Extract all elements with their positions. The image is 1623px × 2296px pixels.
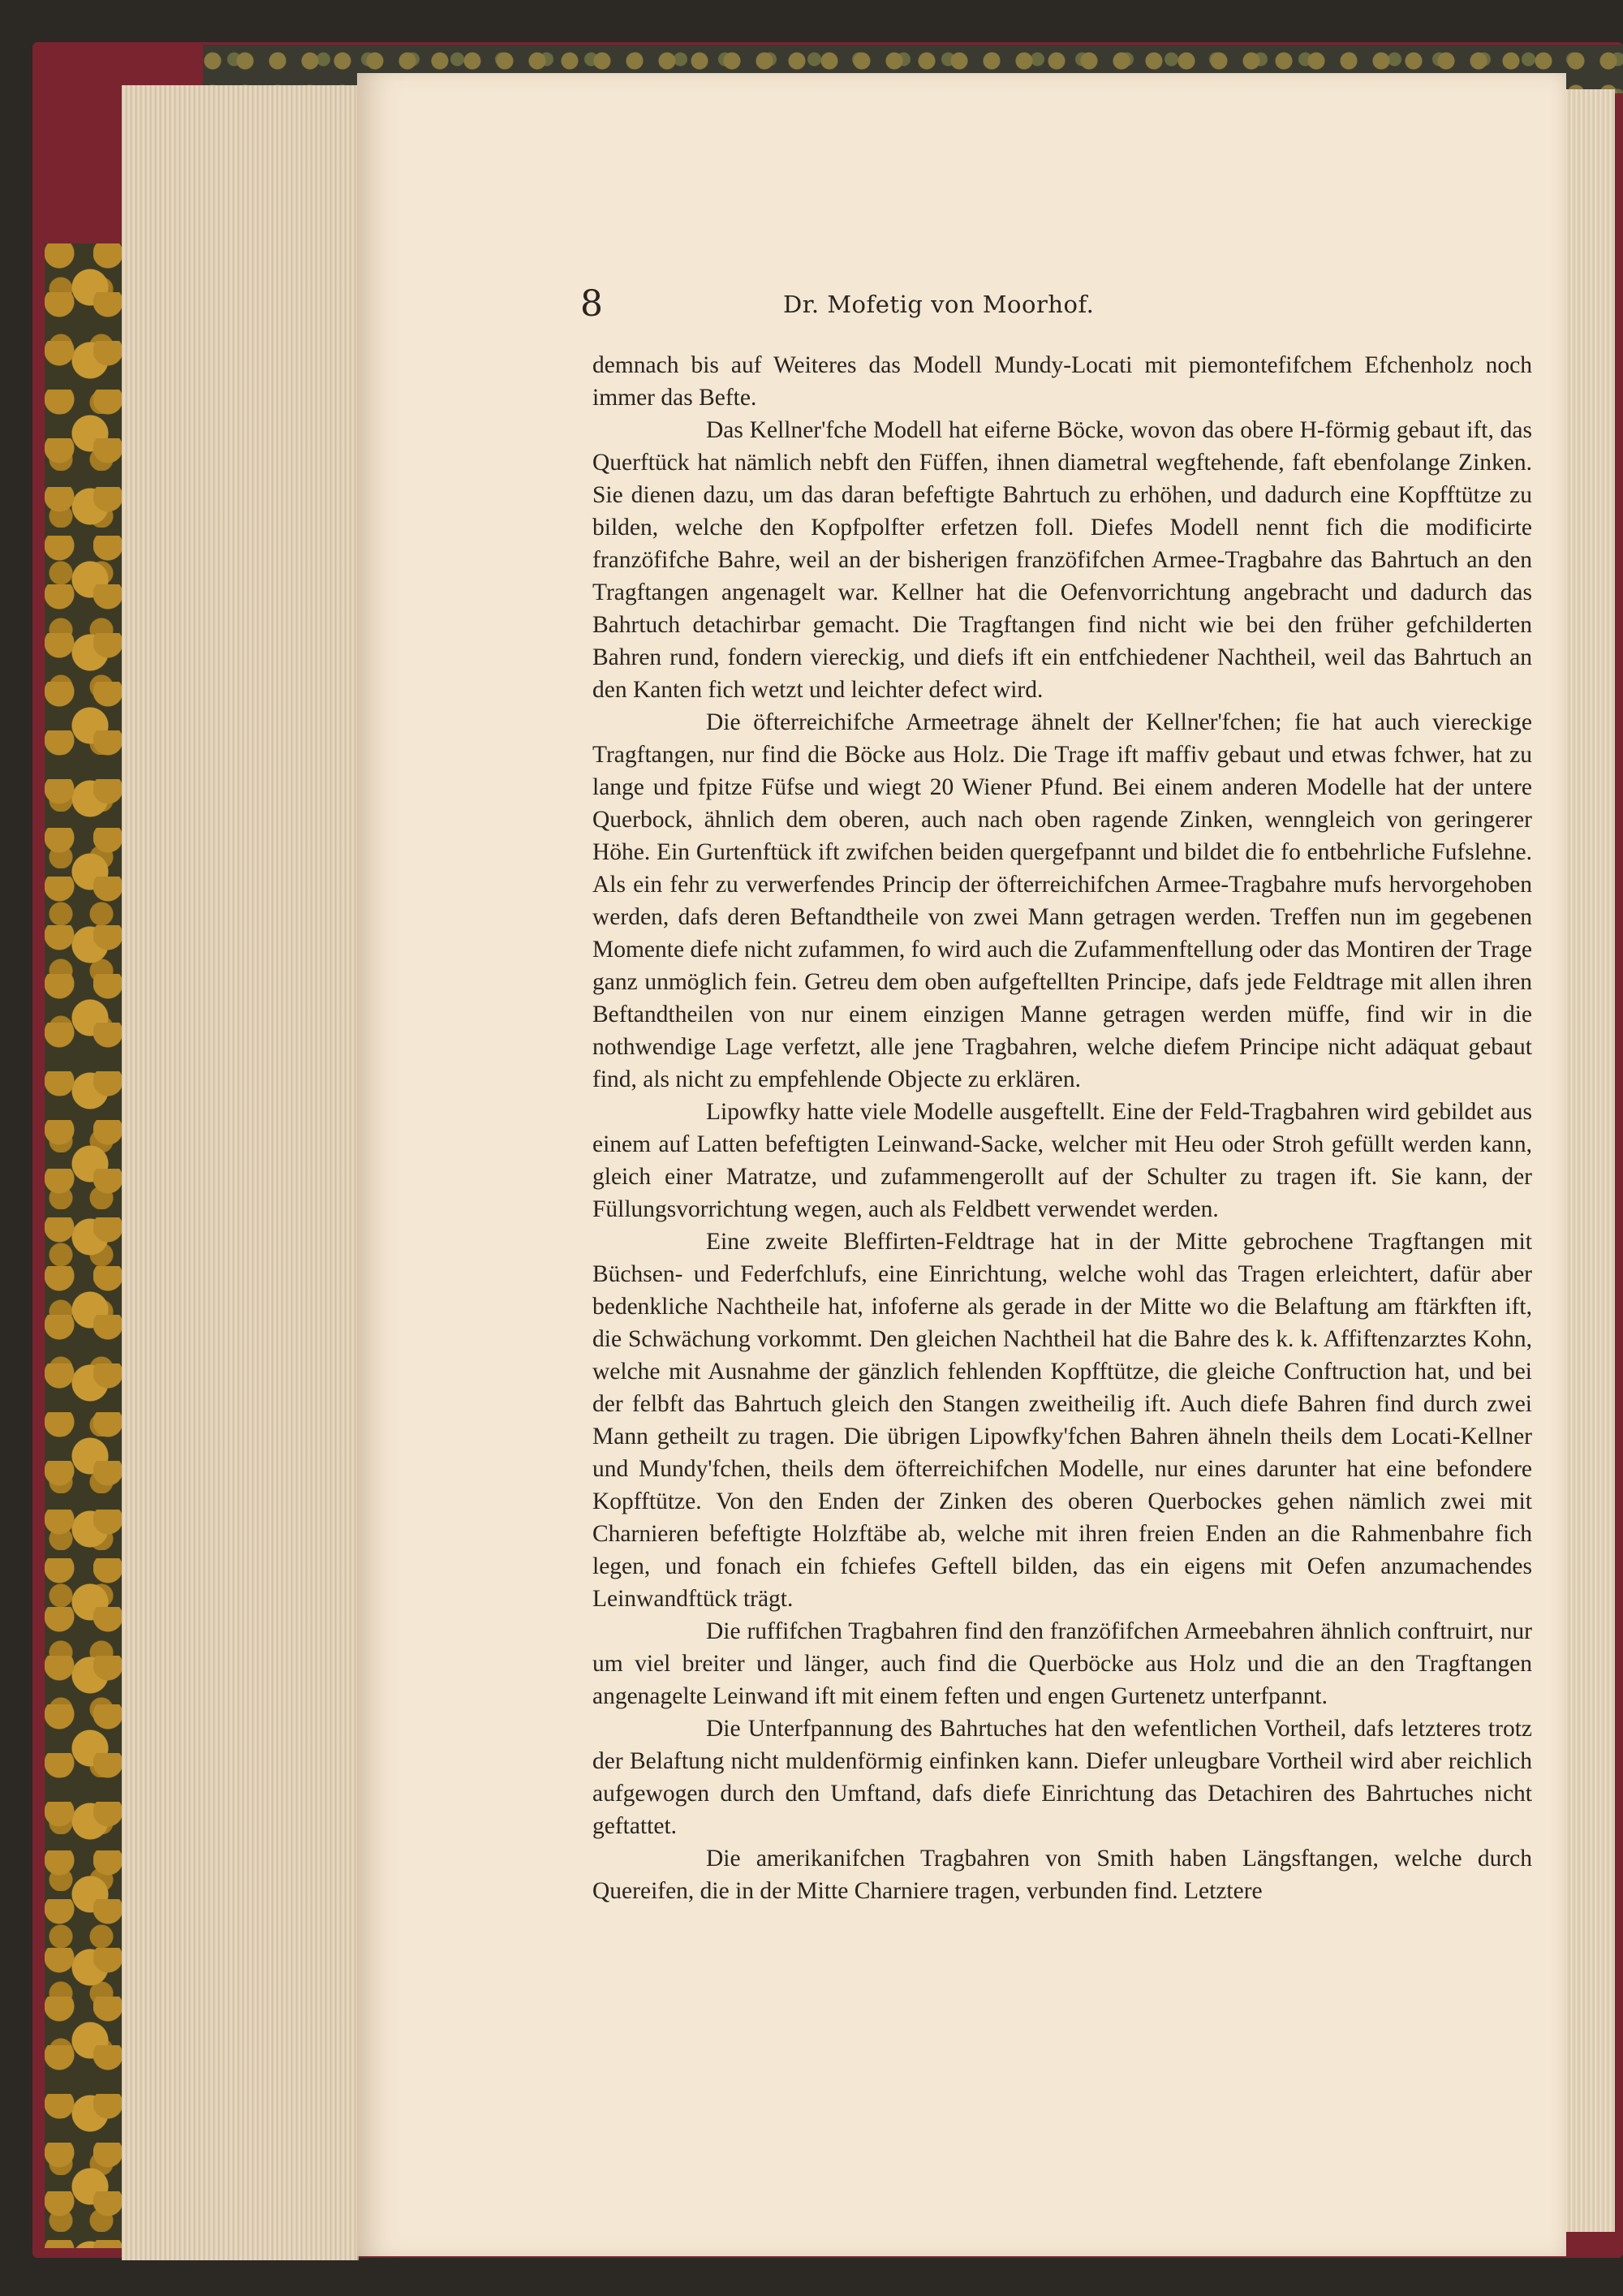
paragraph: Die öfterreichifche Armeetrage ähnelt der Kellner'fchen; fie hat auch viereckige Tragftangen, nur find die Böcke aus Holz. Die Trage ift maffiv gebaut und etwas fchwer, hat zu lange und fpitze Füfse und wiegt 20 Wiener Pfund. Bei einem anderen Modelle hat der untere Querbock, ähnlich dem oberen, auch nach oben ragende Zinken, wenngleich von geringerer Höhe. Ein Gurtenftück ift zwifchen beiden quergefpannt und bildet die fo entbehrliche Fufslehne. Als ein fehr zu verwerfendes Princip der öfterreichifchen Armee-Tragbahre mufs hervorgehoben werden, dafs deren Beftandtheile von zwei Mann getragen werden. Treffen nun im gegebenen Momente diefe nicht zufammen, fo wird auch die Zufammenftellung oder das Montiren der Trage ganz unmöglich fein. Getreu dem oben aufgeftellten Principe, dafs jede Feldtrage mit allen ihren Beftandtheilen von nur einem einzigen Manne getragen werden müffe, find wir in die nothwendige Lage verfetzt, alle jene Tragbahren, welche diefem Principe nicht adäquat gebaut find, als nicht zu empfehlende Objecte zu erklären. xyxy=(592,709,1532,1092)
paragraph: Das Kellner'fche Modell hat eiferne Böcke, wovon das obere H-förmig gebaut ift, das Querftück hat nämlich nebft den Füffen, ihnen diametral wegftehende, faft ebenfolange Zinken. Sie dienen dazu, um das daran befeftigte Bahrtuch zu erhöhen, und dadurch eine Kopfftütze zu bilden, welche den Kopfpolfter erfetzen foll. Diefes Modell nennt fich die modificirte franzöfifche Bahre, weil an der bisherigen franzöfifchen Armee-Tragbahre das Bahrtuch an den Tragftangen angenagelt war. Kellner hat die Oefenvorrichtung angebracht und dadurch das Bahrtuch detachirbar gemacht. Die Tragftangen find nicht wie bei den früher gefchilderten Bahren rund, fondern viereckig, und diefs ift ein entfchiedener Nachtheil, weil das Bahrtuch an den Kanten fich wetzt und leichter defect wird. xyxy=(592,417,1532,703)
running-head-author: Dr. Mofetig von Moorhof. xyxy=(783,291,1095,318)
paragraph: demnach bis auf Weiteres das Modell Mundy-Locati mit piemontefifchem Efchenholz noch immer das Befte. xyxy=(592,352,1532,411)
paragraph: Die ruffifchen Tragbahren find den franzöfifchen Armeebahren ähnlich conftruirt, nur um viel breiter und länger, auch find die Querböcke aus Holz und die an den Tragftangen angenagelte Leinwand ift mit einem feften und engen Gurtenetz unterfpannt. xyxy=(592,1618,1532,1709)
paragraph: Die amerikanifchen Tragbahren von Smith haben Längsftangen, welche durch Quereifen, die in der Mitte Charniere tragen, verbunden find. Letztere xyxy=(592,1846,1532,1904)
paragraph: Lipowfky hatte viele Modelle ausgeftellt. Eine der Feld-Tragbahren wird gebildet aus einem auf Latten befeftigten Leinwand-Sacke, welcher mit Heu oder Stroh gefüllt werden kann, gleich einer Matratze, und zufammengerollt auf der Schulter zu tragen ift. Sie kann, der Füllungsvorrichtung wegen, auch als Feldbett verwendet werden. xyxy=(592,1099,1532,1222)
running-head xyxy=(580,284,1554,325)
paragraph: Eine zweite Bleffirten-Feldtrage hat in der Mitte gebrochene Tragftangen mit Büchsen- und Federfchlufs, eine Einrichtung, welche wohl das Tragen erleichtert, dafür aber bedenkliche Nachtheile hat, infoferne als gerade in der Mitte wo die Belaftung am ftärkften ift, die Schwächung vorkommt. Den gleichen Nachtheil hat die Bahre des k. k. Affiftenzarztes Kohn, welche mit Ausnahme der gänzlich fehlenden Kopfftütze, die gleiche Conftruction hat, und bei der felbft das Bahrtuch gleich den Stangen zweitheilig ift. Auch diefe Bahren find durch zwei Mann getheilt zu tragen. Die übrigen Lipowfky'fchen Bahren ähneln theils dem Locati-Kellner und Mundy'fchen, theils dem öfterreichifchen Modelle, nur eines darunter hat eine befondere Kopfftütze. Von den Enden der Zinken des oberen Querbockes gehen nämlich zwei mit Charnieren befeftigte Holzftäbe ab, welche mit ihren freien Enden an die Rahmenbahre fich legen, und fonach ein fchiefes Geftell bilden, das ein eigens mit Oefen anzumachendes Leinwandftück trägt. xyxy=(592,1229,1532,1612)
page-number: 8 xyxy=(580,283,603,325)
body-text xyxy=(592,349,1532,1907)
page-stack-edges xyxy=(122,85,359,2260)
page-stack-right-edge xyxy=(1562,89,1615,2232)
paragraph: Die Unterfpannung des Bahrtuches hat den wefentlichen Vortheil, dafs letzteres trotz der Belaftung nicht muldenförmig einfinken kann. Diefer unleugbare Vortheil wird aber reichlich aufgewogen durch den Umftand, dafs diefe Einrichtung das Detachiren des Bahrtuches nicht geftattet. xyxy=(592,1716,1532,1839)
book-page xyxy=(357,73,1566,2256)
